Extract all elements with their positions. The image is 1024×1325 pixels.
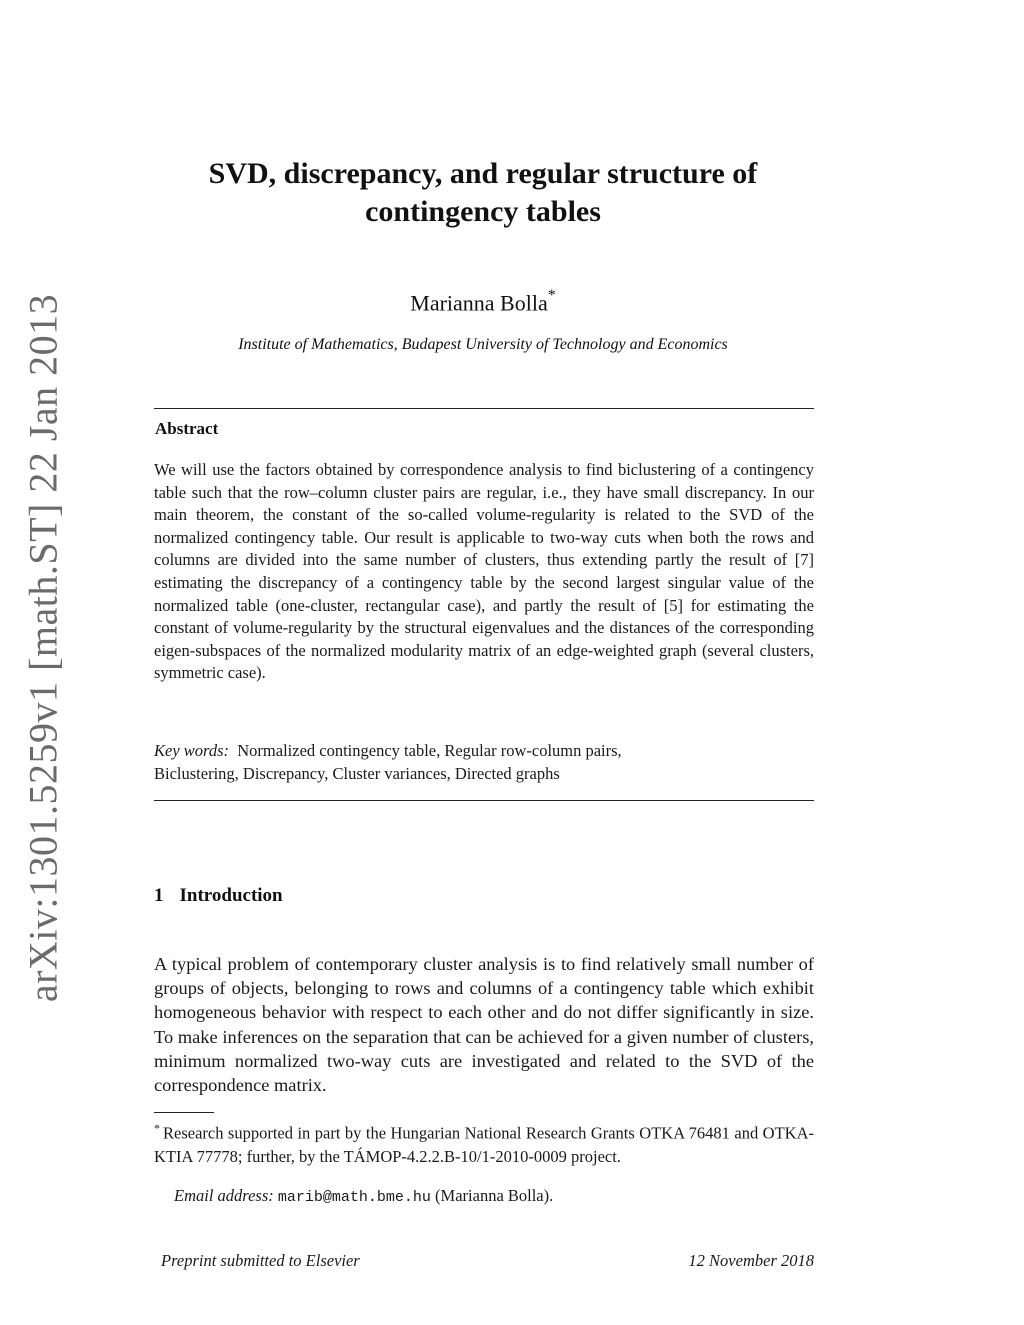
footer-date: 12 November 2018 [688, 1251, 814, 1270]
email-line [174, 1186, 553, 1206]
keywords-label: Key words: [154, 741, 230, 760]
footnote [154, 1117, 814, 1168]
section-number: 1 [154, 885, 164, 906]
title-line-1: SVD, discrepancy, and regular structure of [208, 157, 758, 190]
paper-title [150, 155, 816, 231]
section-heading-introduction [154, 885, 283, 907]
author-footnote-mark: * [547, 287, 556, 304]
email-label: Email address: [174, 1186, 274, 1205]
footnote-text: Research supported in part by the Hungarian National Research Grants OTKA 76481 and OTKA-KTIA 77778; further, by the TÁMOP-4.2.2.B-10/1-2010-0009 project. [154, 1123, 814, 1166]
introduction-text: A typical problem of contemporary cluster analysis is to find relatively small number of groups of objects, belonging to rows and columns of a contingency table which exhibit homogeneous behavior with respect to each other and do not differ significantly in size. To make inferences on the separation that can be achieved for a given number of clusters, minimum normalized two-way cuts are investigated and related to the SVD of the correspondence matrix. [154, 954, 814, 1096]
keywords [154, 740, 814, 785]
email-owner: (Marianna Bolla). [435, 1186, 554, 1205]
abstract-heading: Abstract [155, 419, 219, 438]
author [150, 289, 816, 316]
abstract-top-rule [154, 408, 814, 409]
author-name: Marianna Bolla [410, 290, 548, 316]
abstract-bottom-rule [154, 800, 814, 801]
keywords-line-1: Normalized contingency table, Regular row-column pairs, [237, 741, 622, 760]
arxiv-identifier: arXiv:1301.5259v1 [math.ST] 22 Jan 2013 [20, 293, 66, 1003]
keywords-line-2: Biclustering, Discrepancy, Cluster variances, Directed graphs [154, 763, 560, 783]
footnote-mark: * [154, 1121, 160, 1135]
footnote-rule [154, 1112, 214, 1113]
abstract-text: We will use the factors obtained by correspondence analysis to find biclustering of a contingency table such that the row–column cluster pairs are regular, i.e., they have small discrepancy. In our main theorem, the constant of the so-called volume-regularity is related to the SVD of the normalized contingency table. Our result is applicable to two-way cuts when both the rows and columns are divided into the same number of clusters, thus extending partly the result of [7] estimating the discrepancy of a contingency table by the second largest singular value of the normalized table (one-cluster, rectangular case), and partly the result of [5] for estimating the constant of volume-regularity by the structural eigenvalues and the distances of the corresponding eigen-subspaces of the normalized modularity matrix of an edge-weighted graph (several clusters, symmetric case). [154, 460, 814, 683]
section-title: Introduction [179, 885, 283, 906]
footer-preprint-note: Preprint submitted to Elsevier [161, 1251, 360, 1270]
affiliation: Institute of Mathematics, Budapest University of Technology and Economics [238, 336, 728, 353]
email-address[interactable]: marib@math.bme.hu [277, 1189, 431, 1206]
title-line-2: contingency tables [365, 195, 601, 228]
